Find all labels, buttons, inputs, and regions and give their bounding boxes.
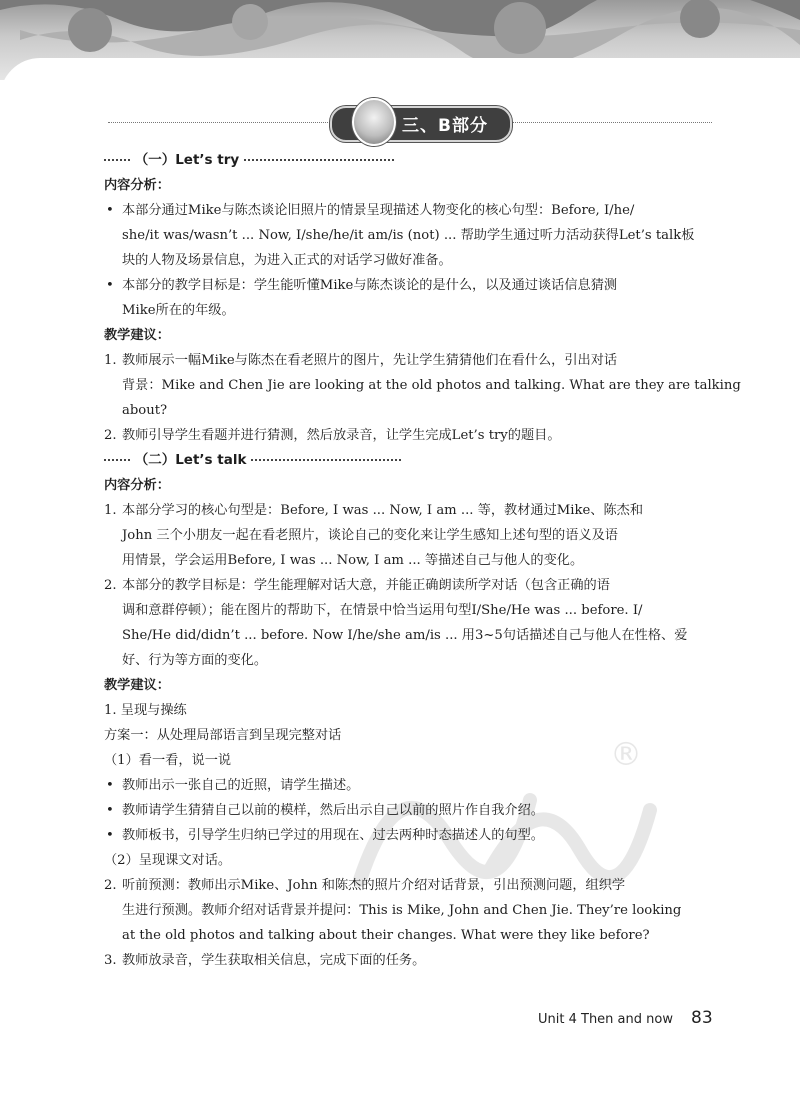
paragraph-line: 1. 教师展示一幅Mike与陈杰在看老照片的图片，先让学生猜猜他们在看什么，引出对话 bbox=[104, 348, 716, 373]
paragraph-line: 2. 听前预测：教师出示Mike、John 和陈杰的照片介绍对话背景，引出预测问题，组织学 bbox=[104, 873, 716, 898]
teaching-suggestions-heading: 教学建议： bbox=[104, 328, 170, 343]
list-number: 2. bbox=[104, 878, 117, 893]
section-title: 三、B部分 bbox=[402, 116, 488, 136]
header-banner bbox=[0, 0, 800, 80]
paragraph-line: • 本部分的教学目标是：学生能听懂Mike与陈杰谈论的是什么，以及通过谈话信息猜测 bbox=[104, 273, 716, 298]
paragraph-line: 调和意群停顿）；能在图片的帮助下，在情景中恰当运用句型I/She/He was ... before. I/ bbox=[122, 603, 643, 618]
paragraph-line: she/it was/wasn’t ... Now, I/she/he/it am/is (not) ... 帮助学生通过听力活动获得Let’s talk板 bbox=[122, 228, 695, 243]
lets-talk-heading bbox=[104, 448, 716, 473]
dotted-leader bbox=[104, 159, 130, 161]
paragraph-line: John 三个小朋友一起在看老照片，谈论自己的变化来让学生感知上述句型的语义及语 bbox=[122, 528, 618, 543]
paragraph-line: • 教师板书，引导学生归纳已学过的用现在、过去两种时态描述人的句型。 bbox=[104, 823, 716, 848]
paragraph-line: She/He did/didn’t ... before. Now I/he/she am/is ... 用3~5句话描述自己与他人在性格、爱 bbox=[122, 628, 688, 643]
dotted-leader bbox=[251, 459, 401, 461]
paragraph-line: 2. 本部分的教学目标是：学生能理解对话大意，并能正确朗读所学对话（包含正确的语 bbox=[104, 573, 716, 598]
paragraph-line: 2. 教师引导学生看题并进行猜测，然后放录音，让学生完成Let’s try的题目。 bbox=[104, 423, 716, 448]
bullet: • bbox=[106, 203, 114, 218]
paragraph-line: Mike所在的年级。 bbox=[122, 303, 235, 318]
paragraph-line: 生进行预测。教师介绍对话背景并提问：This is Mike, John and Chen Jie. They’re looking bbox=[122, 903, 682, 918]
content-analysis-heading: 内容分析： bbox=[104, 478, 170, 493]
bullet: • bbox=[106, 803, 114, 818]
lets-talk-title: （二）Let’s talk bbox=[134, 452, 247, 468]
plan-heading: 方案一：从处理局部语言到呈现完整对话 bbox=[104, 728, 342, 743]
list-number: 1. bbox=[104, 503, 117, 518]
dotted-leader bbox=[104, 459, 130, 461]
bullet: • bbox=[106, 828, 114, 843]
paragraph-line: 用情景，学会运用Before, I was ... Now, I am ... 等描述自己与他人的变化。 bbox=[122, 553, 584, 568]
registered-mark: ® bbox=[610, 735, 642, 773]
bullet: • bbox=[106, 778, 114, 793]
list-number: 1. bbox=[104, 353, 117, 368]
paragraph-line: 背景：Mike and Chen Jie are looking at the old photos and talking. What are they are talking bbox=[122, 378, 741, 393]
paragraph-line: at the old photos and talking about their changes. What were they like before? bbox=[122, 928, 650, 943]
lets-try-title: （一）Let’s try bbox=[134, 152, 240, 168]
content-analysis-heading: 内容分析： bbox=[104, 178, 170, 193]
dotted-leader bbox=[244, 159, 394, 161]
page-number: 83 bbox=[691, 1008, 713, 1028]
list-number: 2. bbox=[104, 578, 117, 593]
lets-try-heading bbox=[104, 148, 716, 173]
sub-step-heading: （1）看一看，说一说 bbox=[104, 753, 232, 768]
paragraph-line: 3. 教师放录音，学生获取相关信息，完成下面的任务。 bbox=[104, 948, 716, 973]
teaching-suggestions-heading: 教学建议： bbox=[104, 678, 170, 693]
list-number: 2. bbox=[104, 428, 117, 443]
sub-step-heading: （2）呈现课文对话。 bbox=[104, 853, 232, 868]
paragraph-line: 好、行为等方面的变化。 bbox=[122, 653, 268, 668]
paragraph-line: 1. 本部分学习的核心句型是：Before, I was ... Now, I am ... 等，教材通过Mike、陈杰和 bbox=[104, 498, 716, 523]
step-heading: 1. 呈现与操练 bbox=[104, 703, 187, 718]
banner-white-curve bbox=[0, 58, 800, 80]
paragraph-line: • 教师请学生猜猜自己以前的模样，然后出示自己以前的照片作自我介绍。 bbox=[104, 798, 716, 823]
paragraph-line: • 教师出示一张自己的近照，请学生描述。 bbox=[104, 773, 716, 798]
unit-label: Unit 4 Then and now bbox=[538, 1012, 673, 1027]
page-content bbox=[104, 148, 741, 973]
paragraph-line: 块的人物及场景信息，为进入正式的对话学习做好准备。 bbox=[122, 253, 452, 268]
bullet: • bbox=[106, 278, 114, 293]
badge-photo bbox=[352, 98, 396, 146]
list-number: 3. bbox=[104, 953, 117, 968]
paragraph-line: about? bbox=[122, 403, 168, 418]
paragraph-line: • 本部分通过Mike与陈杰谈论旧照片的情景呈现描述人物变化的核心句型：Before, I/he/ bbox=[104, 198, 716, 223]
